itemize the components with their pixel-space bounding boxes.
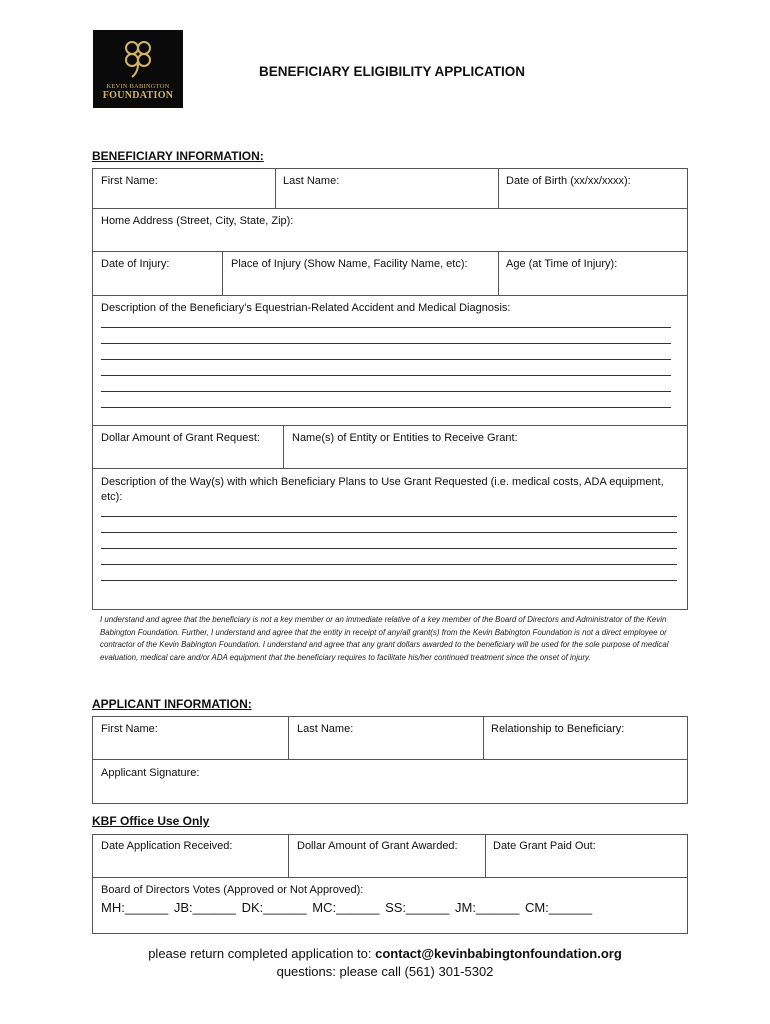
applicant-section-heading: APPLICANT INFORMATION: <box>92 697 252 711</box>
place-of-injury-field[interactable]: Place of Injury (Show Name, Facility Name, etc): <box>231 258 468 270</box>
accident-description-line[interactable] <box>101 391 671 392</box>
age-at-injury-field[interactable]: Age (at Time of Injury): <box>506 258 618 270</box>
relationship-field[interactable]: Relationship to Beneficiary: <box>491 723 625 735</box>
grant-amount-field[interactable]: Dollar Amount of Grant Request: <box>101 432 260 444</box>
office-section-heading: KBF Office Use Only <box>92 814 210 828</box>
contact-email-link[interactable]: contact@kevinbabingtonfoundation.org <box>375 946 622 961</box>
row-divider <box>92 877 688 878</box>
use-description-label: Description of the Way(s) with which Beneficiary Plans to Use Grant Requested (i.e. medical costs, ADA equipment, etc): <box>101 476 664 503</box>
use-description-line[interactable] <box>101 548 677 549</box>
row-divider <box>92 468 688 469</box>
beneficiary-last-name-field[interactable]: Last Name: <box>283 175 340 187</box>
col-divider <box>288 834 289 877</box>
row-divider <box>92 251 688 252</box>
clover-icon <box>122 38 154 78</box>
date-paid-field[interactable]: Date Grant Paid Out: <box>493 840 596 852</box>
accident-description-line[interactable] <box>101 375 671 376</box>
date-received-field[interactable]: Date Application Received: <box>101 840 233 852</box>
logo-line-2: FOUNDATION <box>102 90 174 101</box>
row-divider <box>92 425 688 426</box>
questions-phone: questions: please call (561) 301-5302 <box>276 964 494 979</box>
logo-line-1: KEVIN BABINGTON <box>106 83 170 90</box>
accident-description-line[interactable] <box>101 407 671 408</box>
beneficiary-table <box>92 168 688 610</box>
use-description-line[interactable] <box>101 516 677 517</box>
accident-description-label: Description of the Beneficiary’s Equestrian-Related Accident and Medical Diagnosis: <box>101 302 511 314</box>
col-divider <box>498 168 499 208</box>
board-votes-line[interactable]: MH:______ JB:______ DK:______ MC:______ SS:______ JM:______ CM:______ <box>101 900 593 915</box>
use-description-line[interactable] <box>101 564 677 565</box>
return-text: please return completed application to: <box>148 946 376 961</box>
disclaimer-text: I understand and agree that the beneficiary is not a key member or an immediate relative of a key member of the Board of Directors and Administrator of the Kevin Babington Foundation. Further, I understand and agree that the entity in receipt of any/all grant(s) from the Kevin Babington Foundation is not a direct employee or contractor of the Kevin Babington Foundation. I understand and agree that any grant dollars awarded to the beneficiary will be used for the sole purpose of medical evaluation, medical care and/or ADA equipment that the beneficiary requires to facilitate his/her continued treatment since the onset of injury. <box>100 615 669 663</box>
accident-description-line[interactable] <box>101 343 671 344</box>
beneficiary-section-heading: BENEFICIARY INFORMATION: <box>92 149 264 163</box>
row-divider <box>92 295 688 296</box>
col-divider <box>498 251 499 295</box>
entity-names-field[interactable]: Name(s) of Entity or Entities to Receive Grant: <box>292 432 518 444</box>
date-of-injury-field[interactable]: Date of Injury: <box>101 258 170 270</box>
document-title: BENEFICIARY ELIGIBILITY APPLICATION <box>259 64 526 79</box>
applicant-first-name-field[interactable]: First Name: <box>101 723 158 735</box>
applicant-last-name-field[interactable]: Last Name: <box>297 723 354 735</box>
applicant-signature-field[interactable]: Applicant Signature: <box>101 767 200 779</box>
foundation-logo <box>93 30 183 108</box>
col-divider <box>288 716 289 759</box>
return-instructions <box>0 946 770 961</box>
use-description-line[interactable] <box>101 532 677 533</box>
row-divider <box>92 759 688 760</box>
amount-awarded-field[interactable]: Dollar Amount of Grant Awarded: <box>297 840 458 852</box>
accident-description-line[interactable] <box>101 327 671 328</box>
col-divider <box>283 425 284 468</box>
accident-description-line[interactable] <box>101 359 671 360</box>
col-divider <box>485 834 486 877</box>
board-votes-label: Board of Directors Votes (Approved or Not Approved): <box>101 884 364 896</box>
home-address-field[interactable]: Home Address (Street, City, State, Zip): <box>101 215 294 227</box>
row-divider <box>92 208 688 209</box>
use-description-line[interactable] <box>101 580 677 581</box>
col-divider <box>222 251 223 295</box>
beneficiary-dob-field[interactable]: Date of Birth (xx/xx/xxxx): <box>506 175 631 187</box>
col-divider <box>275 168 276 208</box>
col-divider <box>483 716 484 759</box>
beneficiary-first-name-field[interactable]: First Name: <box>101 175 158 187</box>
